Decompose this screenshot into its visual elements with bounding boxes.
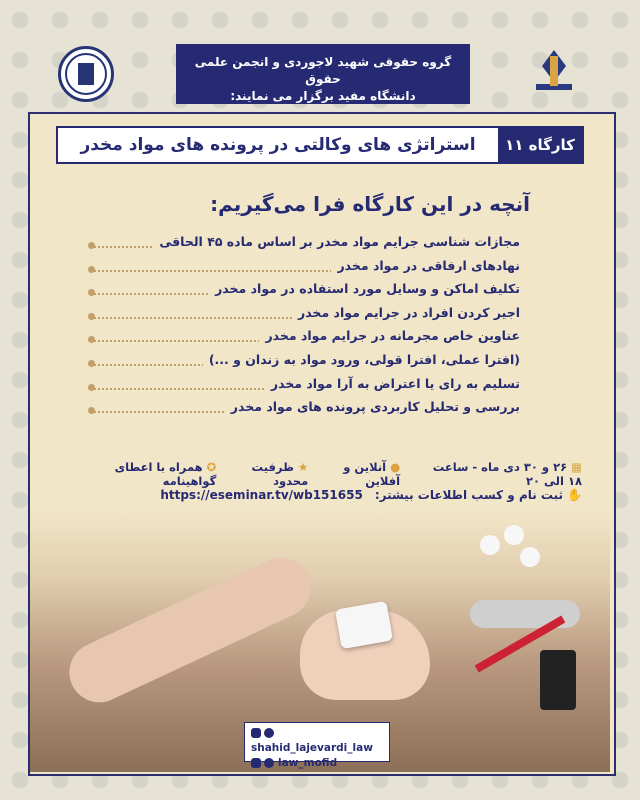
organizer-header: [176, 44, 470, 104]
registration-row: [90, 488, 582, 502]
photo-pills: [480, 525, 550, 575]
list-item: مجازات شناسی جرایم مواد مخدر بر اساس ماده ۴۵ الحاقی: [90, 234, 520, 256]
bullet-dot-icon: [88, 289, 95, 296]
bullet-dot-icon: [88, 266, 95, 273]
calendar-icon: ▦: [571, 460, 582, 474]
topics-list: [90, 234, 520, 423]
photo-spoon: [470, 600, 580, 628]
list-item: تکلیف اماکن و وسایل مورد استفاده در مواد مخدر: [90, 281, 520, 303]
learning-heading: آنچه در این کارگاه فرا می‌گیریم:: [210, 192, 530, 216]
bullet-dot-icon: [88, 242, 95, 249]
social-account-1[interactable]: shahid_lajevardi_law: [251, 726, 383, 756]
university-logo: [58, 46, 114, 102]
event-info-row: [90, 460, 582, 488]
instagram-icon: [251, 728, 261, 738]
award-icon: ✪: [206, 460, 217, 474]
list-item: عناوین خاص مجرمانه در جرایم مواد مخدر: [90, 328, 520, 350]
date-info: ▦۲۶ و ۳۰ دی ماه - ساعت ۱۸ الی ۲۰: [432, 460, 582, 488]
list-item: بررسی و تحلیل کاربردی پرونده های مواد مخدر: [90, 399, 520, 421]
pointer-icon: ✋: [567, 488, 582, 502]
workshop-number: کارگاه ۱۱: [498, 128, 582, 162]
list-item: اجیر کردن افراد در جرایم مواد مخدر: [90, 305, 520, 327]
bullet-dot-icon: [88, 313, 95, 320]
bullet-dot-icon: [88, 360, 95, 367]
bullet-dot-icon: [88, 384, 95, 391]
telegram-icon: [264, 758, 274, 768]
star-icon: ★: [297, 460, 309, 474]
bullet-dot-icon: [88, 407, 95, 414]
location-pin-icon: ●: [390, 460, 401, 474]
list-item: (افترا عملی، افترا قولی، ورود مواد به زندان و ...): [90, 352, 520, 374]
workshop-title-bar: [56, 126, 584, 164]
workshop-title: استراتژی های وکالتی در پرونده های مواد مخدر: [80, 135, 476, 155]
certificate-info: ✪همراه با اعطای گواهینامه: [114, 460, 217, 488]
list-item: تسلیم به رای یا اعتراض به آرا مواد مخدر: [90, 376, 520, 398]
telegram-icon: [264, 728, 274, 738]
list-item: نهادهای ارفاقی در مواد مخدر: [90, 258, 520, 280]
instagram-icon: [251, 758, 261, 768]
registration-label: ✋ثبت نام و کسب اطلاعات بیشتر:: [374, 488, 582, 502]
organizer-line-1: گروه حقوقی شهید لاجوردی و انجمن علمی حقوق: [194, 55, 452, 86]
photo-lighter: [540, 650, 576, 710]
organizer-line-2: دانشگاه مفید برگزار می نمایند:: [230, 89, 416, 103]
bullet-dot-icon: [88, 336, 95, 343]
social-account-2[interactable]: law_mofid: [251, 756, 383, 771]
mode-info: ●آنلاین و آفلاین: [343, 460, 401, 488]
capacity-info: ★ظرفیت محدود: [251, 460, 309, 488]
law-group-logo: [526, 46, 582, 102]
registration-link[interactable]: https://eseminar.tv/wb151655: [160, 488, 363, 502]
social-accounts: [244, 722, 390, 769]
